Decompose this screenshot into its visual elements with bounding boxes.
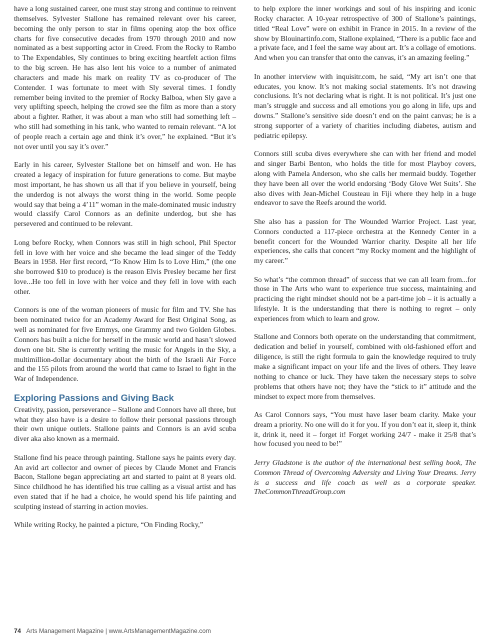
body-paragraph: While writing Rocky, he painted a picture, “On Finding Rocky,” xyxy=(14,520,204,530)
body-paragraph: Creativity, passion, perseverance – Stallone and Connors have all three, but what they also have is a desire to follow their personal passions through their own unique outlets. Stallone paints and Connors is an avid scuba diver aka also known as a mermaid. xyxy=(14,404,236,444)
body-paragraph: have a long sustained career, one must stay strong and continue to reinvent themselves. Sylvester Stallone has remained relevant over his career, becoming the only person to star in films opening atop the box office charts for five consecutive decades from 1970 through 2010 and now nominated as a best supporting actor in Creed. From the Rocky to Rambo to The Expendables, Sly continues to bring exciting heartfelt action films to the big screen. He has also lent his voice to a number of animated characters and made his mark on reality TV as co-producer of The Contender. I was fortunate to meet with Sly several times. I fondly remember being invited to the premier of Rocky Balboa, when Sly gave a very uplifting speech, helping the crowd see the film as more than a story about a fighter. Rather, it was about a man who still had something left – who still had something in his tank, who wanted to remain relevant. “A lot of people reach a certain age and think it’s over,” he explained. “But it’s not over until you say it’s over.” xyxy=(14,4,236,151)
author-bio: Jerry Gladstone is the author of the international best selling book, The Common Thread of Overcoming Adversity and Living Your Dreams. Jerry is a success and life coach as well as a corporate speaker. TheCommonThreadGroup.com xyxy=(254,457,476,497)
body-paragraph: So what’s “the common thread” of success that we can all learn from...for those in The Arts who want to experience true success, maintaining and practicing the right mindset should not be a part-time job – it is actually a lifestyle. It is the understanding that there is nothing to regret – only experiences from which to learn and grow. xyxy=(254,274,476,323)
body-paragraph: Stallone find his peace through painting. Stallone says he paints every day. An avid art collector and owner of pieces by Claude Monet and Francis Bacon, Stallone began appreciating art and started to paint at 8 years old. Since childhood he has identified his true calling as a visual artist and has even stated that if he had a choice, he would spend his life painting and sculpting instead of starring in action movies. xyxy=(14,452,236,511)
body-paragraph: Connors is one of the woman pioneers of music for film and TV. She has been nominated twice for an Academy Award for Best Original Song, as well as nominated for five Emmys, one Grammy and two Golden Globes. Connors has built a niche for herself in the music world and hasn’t slowed down one bit. She is currently writing the music for Angels in the Sky, a multimillion-dollar documentary about the birth of the Israeli Air Force and the 155 pilots from around the world that came to Israel to fight in the War of Independence. xyxy=(14,305,236,384)
body-paragraph: She also has a passion for The Wounded Warrior Project. Last year, Connors conducted a 117-piece orchestra at the Kennedy Center in a benefit concert for the Wounded Warrior charity. Despite all her life experiences, she calls that concert “my Rocky moment and the highlight of my career.” xyxy=(254,216,476,266)
body-paragraph: Stallone and Connors both operate on the understanding that commitment, dedication and belief in yourself, combined with old-fashioned effort and diligence, is still the right formula to gain the knowledge required to truly make a significant impact on your life and the lives of others. They leave nothing to chance or luck. They have taken the necessary steps to solve problems that others have not; they have the “stick to it” attitude and the mindset to expect more from themselves. xyxy=(254,332,476,401)
page-footer xyxy=(14,628,211,635)
body-paragraph: As Carol Connors says, “You must have laser beam clarity. Make your dream a priority. No one will do it for you. If you don’t eat it, sleep it, think it, drink it, need it – forget it! Forget working 24/7 - make it 25/8 that’s how focused you need to be!” xyxy=(254,409,476,449)
body-paragraph: to help explore the inner workings and soul of his inspiring and iconic Rocky character. A 10-year retrospective of 300 of Stallone’s paintings, titled “Real Love” were on exhibit in France in 2015. In a review of the show by Blouinartinfo.com, Stallone explained, “There is a public face and a private face, and I feel the same way about art. It’s a collage of emotions. And when you can transfer that onto the canvas, it’s an amazing feeling.” xyxy=(254,4,476,63)
section-heading: Exploring Passions and Giving Back xyxy=(14,392,174,403)
right-column xyxy=(254,4,476,506)
body-paragraph: Long before Rocky, when Connors was still in high school, Phil Spector fell in love with her voice and she became the lead singer of the Teddy Bears in 1958. Her first record, “To Know Him Is to Love Him,” (the one she borrowed $10 to produce) is the reason Elvis Presley became her first love...He too fell in love with her voice and they fell in love with each other. xyxy=(14,237,236,296)
footer-text: Arts Management Magazine | www.ArtsManagementMagazine.com xyxy=(26,628,211,635)
page-number: 74 xyxy=(14,628,21,635)
left-column xyxy=(14,4,236,539)
body-paragraph: Early in his career, Sylvester Stallone bet on himself and won. He has created a legacy of inspiration for future generations to come. But maybe most important, he has shown us all that if you believe in yourself, being the underdog is not always the worst thing in the world. Some people would say that being a 4’11” woman in the male-dominated music industry would classify Carol Connors as an definite underdog, but she has persevered and continued to be relevant. xyxy=(14,160,236,229)
body-paragraph: Connors still scuba dives everywhere she can with her friend and model and singer Barbi Benton, who holds the title for most Playboy covers, along with Pamela Anderson, who she calls her mermaid buddy. Together they have been all over the world endorsing ‘Body Glove Wet Suits’. She also dives with Jean-Michel Cousteau in Fiji where they help in a huge endeavor to save the Reefs around the world. xyxy=(254,149,476,208)
body-paragraph: In another interview with inquisitr.com, he said, “My art isn’t one that educates, you know. It’s not making social statements. It’s not drawing conclusions. It’s not declaring what is right. It is not political. It’s just one man’s struggle and success and all emotions you go along in life, ups and downs.” Stallone’s sensitive side doesn’t end on the paint canvas; he is a strong supporter of a variety of charities including diabetes, autism and pediatric epilepsy. xyxy=(254,71,476,140)
